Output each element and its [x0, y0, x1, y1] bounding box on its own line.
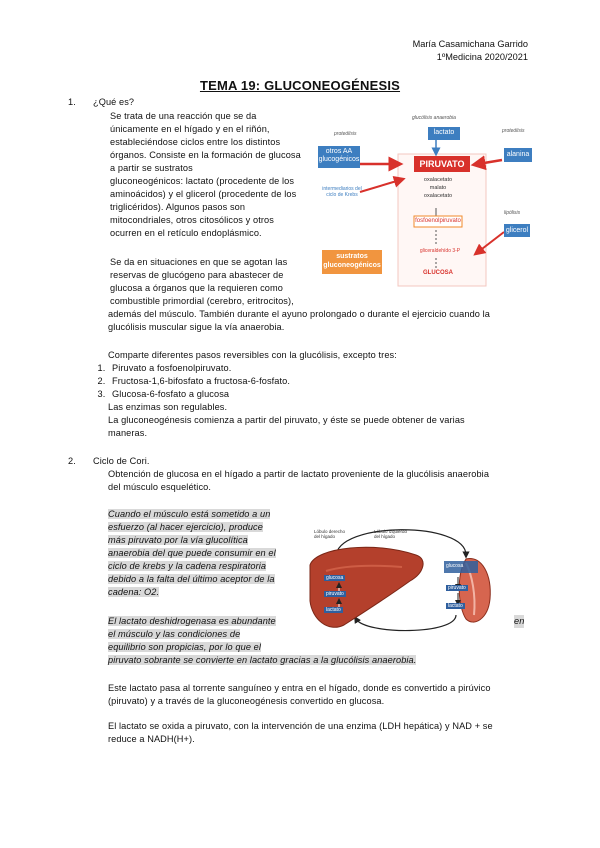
- liver-left-label: [374, 529, 407, 539]
- sustratos-text: sustratos: [336, 253, 368, 260]
- liver-piruvato-label: piruvato: [326, 591, 344, 597]
- text-line: Se da en situaciones en que se agotan las: [110, 257, 288, 267]
- malato-text: malato: [429, 185, 447, 191]
- highlight-line: el músculo y las condiciones de: [108, 629, 241, 639]
- compare-line: Comparte diferentes pasos reversibles con la glucólisis, excepto tres:: [108, 350, 397, 360]
- gluconeogenicos-text: gluconeogénicos: [323, 262, 381, 269]
- lactato-label: lactato: [433, 129, 455, 136]
- oxalacetato-text: oxalacetato: [423, 177, 453, 183]
- label-lipolisis: lipólisis: [504, 210, 521, 216]
- text-line: combustible primordial (cerebro, eritrocitos),: [110, 296, 294, 306]
- muscle-piruvato-label: piruvato: [448, 585, 466, 591]
- otros-aa-text: otros AA: [325, 148, 353, 155]
- highlight-line: esfuerzo (al hacer ejercicio), produce: [108, 522, 263, 532]
- liver-label-line2: del hígado: [314, 534, 336, 539]
- course-label: 1ºMedicina 2020/2021: [436, 52, 528, 62]
- intermediarios-text: intermediarios del: [322, 186, 362, 192]
- text-line: La gluconeogénesis comienza a partir del piruvato, y éste se puede obtener de varias: [108, 415, 465, 425]
- label-proteolisis: proteólisis: [334, 131, 357, 137]
- gliceraldehido-label: gliceraldehído 3-P: [419, 248, 461, 254]
- text-line: ocurren en el retículo endoplásmico.: [110, 228, 262, 238]
- section2-intro: [108, 468, 528, 494]
- label-glucolisis: glucólisis anaerobia: [412, 115, 456, 121]
- highlight-line: debido a la falta del último aceptor de la: [108, 574, 275, 584]
- header-author-block: [413, 38, 528, 64]
- text-line: Obtención de glucosa en el hígado a partir de lactato proveniente de la glucólisis anaerobia: [108, 469, 490, 479]
- text-line: únicamente en el hígado y en el riñón,: [110, 124, 270, 134]
- highlight-line-en: en: [514, 616, 525, 626]
- section1-para2-cont: [108, 308, 528, 334]
- text-line: Este lactato pasa al torrente sanguíneo y entra en el hígado, donde es convertido a pirúvico: [108, 683, 491, 693]
- section2-para4: [108, 720, 528, 746]
- section1-heading: ¿Qué es?: [93, 97, 135, 107]
- muscle-lactato-label: lactato: [448, 603, 463, 609]
- highlight-line: anaerobia del que puede consumir en el: [108, 548, 276, 558]
- highlight-line: ciclo de krebs y la cadena respiratoria: [108, 561, 267, 571]
- text-line: gluconeogénicos: lactato (procedente de los: [110, 176, 295, 186]
- cori-loop-bottom: [356, 615, 456, 631]
- glucogenicos-text: glucogénicos: [318, 156, 360, 163]
- text-line: glucosa a órganos que la requieren como: [110, 283, 283, 293]
- text-line: triglicéridos). Algunos pasos son: [110, 202, 246, 212]
- highlight-line: piruvato sobrante se convierte en lactato gracias a la glucólisis anaerobia.: [108, 655, 417, 665]
- list-item: 1. Piruvato a fosfoenolpiruvato.: [108, 362, 510, 375]
- liver-shape: [310, 547, 423, 627]
- text-line: Las enzimas son regulables.: [108, 402, 228, 412]
- liver-glucosa-label: glucosa: [326, 575, 344, 581]
- sustratos-label: [322, 252, 382, 270]
- krebs-label: [318, 186, 366, 198]
- page-title: TEMA 19: GLUCONEOGÉNESIS: [199, 78, 401, 93]
- text-line: glucólisis muscular sigue la vía anaerobia.: [108, 322, 285, 332]
- label-proteolisis-2: proteólisis: [502, 128, 525, 134]
- section1-para1: [110, 110, 320, 240]
- text-line: órganos. Consiste en la formación de glucosa: [110, 150, 301, 160]
- highlight-line: más piruvato por la vía glucolítica: [108, 535, 248, 545]
- list-item: 3. Glucosa-6-fosfato a glucosa: [108, 388, 510, 401]
- ciclo-krebs-text: ciclo de Krebs: [326, 192, 358, 198]
- highlight-line: cadena: O2.: [108, 587, 160, 597]
- mid-label-line2: del hígado: [374, 534, 396, 539]
- tca-intermediates: [414, 176, 462, 200]
- text-line: aminoácidos) y el glicerol (procedente de los: [110, 189, 297, 199]
- cori-cycle-diagram: [306, 515, 502, 637]
- text-line: estableciéndose ciclos entre los distintos: [110, 137, 281, 147]
- pep-label: fosfoenolpiruvato: [415, 218, 461, 224]
- highlight-block-1: [108, 508, 293, 599]
- text-line: del músculo esquelético.: [108, 482, 212, 492]
- text-line: reservas de glucógeno para abastecer de: [110, 270, 284, 280]
- mid-label-line1: Lóbulo izquierdo: [374, 529, 408, 534]
- section2-heading: Ciclo de Cori.: [93, 456, 150, 466]
- glicerol-label: glicerol: [505, 227, 529, 234]
- piruvato-label: PIRUVATO: [419, 159, 465, 169]
- oxalacetato-text-2: oxalacetato: [423, 193, 453, 199]
- arrow-krebs-to-oxalacetato: [360, 180, 400, 192]
- section1-after: [108, 401, 528, 440]
- steps-list: [90, 362, 510, 401]
- liver-right-label: [314, 529, 345, 539]
- text-line: reduce a NADH(H+).: [108, 734, 195, 744]
- text-line: (piruvato) y a través de la gluconeogénesis convertido en glucosa.: [108, 696, 385, 706]
- highlight-line: equilibrio son propicias, por lo que el: [108, 642, 262, 652]
- text-line: mitocondriales, otros citosólicos y otros: [110, 215, 274, 225]
- highlight-line: El lactato deshidrogenasa es abundante: [108, 616, 276, 626]
- section1-number: 1.: [68, 97, 76, 107]
- alanina-label: alanina: [506, 151, 530, 158]
- author-name: María Casamichana Garrido: [412, 39, 528, 49]
- text-line: a partir se sustratos: [110, 163, 193, 173]
- section2-number: 2.: [68, 456, 76, 466]
- liver-lactato-label: lactato: [326, 607, 341, 613]
- list-item: 2. Fructosa-1,6-bifosfato a fructosa-6-fosfato.: [108, 375, 510, 388]
- muscle-glucosa-label: glucosa: [446, 563, 464, 569]
- glucosa-label: GLUCOSA: [423, 270, 453, 276]
- text-line: El lactato se oxida a piruvato, con la intervención de una enzima (LDH hepática) y NAD + se: [108, 721, 493, 731]
- text-line: Se trata de una reacción que se da: [110, 111, 257, 121]
- section2-para3: [108, 682, 528, 708]
- text-line: maneras.: [108, 428, 148, 438]
- text-line: además del músculo. También durante el ayuno prolongado o durante el ejercicio cuando la: [108, 309, 490, 319]
- otros-aa-label: [318, 148, 360, 164]
- gluconeogenic-substrates-diagram: [318, 112, 532, 292]
- liver-label-line1: Lóbulo derecho: [314, 529, 346, 534]
- highlight-line: Cuando el músculo está sometido a un: [108, 509, 271, 519]
